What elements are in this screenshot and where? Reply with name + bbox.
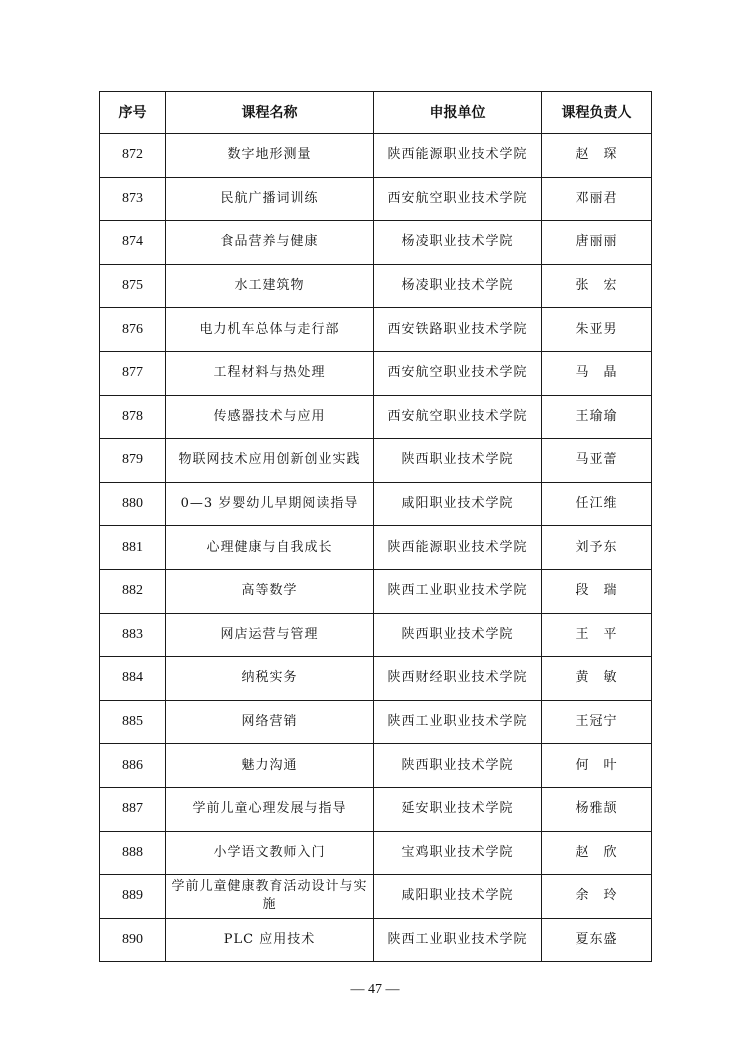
cell-number: 879 [100, 439, 166, 483]
table-row [100, 482, 652, 526]
cell-course-name: 电力机车总体与走行部 [166, 308, 374, 352]
cell-applicant-unit: 西安铁路职业技术学院 [374, 308, 542, 352]
cell-applicant-unit: 西安航空职业技术学院 [374, 395, 542, 439]
cell-number: 877 [100, 351, 166, 395]
table-row [100, 744, 652, 788]
cell-course-lead: 任江维 [542, 482, 652, 526]
cell-course-lead: 余 玲 [542, 875, 652, 919]
cell-course-lead: 赵 欣 [542, 831, 652, 875]
cell-applicant-unit: 陕西工业职业技术学院 [374, 700, 542, 744]
cell-applicant-unit: 西安航空职业技术学院 [374, 351, 542, 395]
cell-course-lead: 张 宏 [542, 264, 652, 308]
table-row [100, 831, 652, 875]
cell-number: 875 [100, 264, 166, 308]
table-row [100, 613, 652, 657]
table-row [100, 787, 652, 831]
cell-course-name: PLC 应用技术 [166, 918, 374, 962]
cell-number: 880 [100, 482, 166, 526]
cell-number: 885 [100, 700, 166, 744]
table-row [100, 351, 652, 395]
cell-applicant-unit: 陕西工业职业技术学院 [374, 918, 542, 962]
cell-course-name: 学前儿童心理发展与指导 [166, 787, 374, 831]
cell-course-name: 纳税实务 [166, 657, 374, 701]
cell-course-lead: 王瑜瑜 [542, 395, 652, 439]
cell-course-lead: 黄 敏 [542, 657, 652, 701]
table-row [100, 177, 652, 221]
cell-applicant-unit: 陕西职业技术学院 [374, 439, 542, 483]
cell-course-name: 水工建筑物 [166, 264, 374, 308]
cell-number: 881 [100, 526, 166, 570]
cell-course-lead: 赵 琛 [542, 134, 652, 178]
cell-course-name: 心理健康与自我成长 [166, 526, 374, 570]
table-row [100, 700, 652, 744]
cell-course-name: 食品营养与健康 [166, 221, 374, 265]
cell-applicant-unit: 陕西工业职业技术学院 [374, 569, 542, 613]
cell-applicant-unit: 陕西能源职业技术学院 [374, 134, 542, 178]
header-applicant-unit: 申报单位 [374, 92, 542, 134]
table-row [100, 918, 652, 962]
cell-course-name: 学前儿童健康教育活动设计与实施 [166, 875, 374, 919]
course-table [99, 91, 652, 962]
cell-course-lead: 马亚蕾 [542, 439, 652, 483]
cell-course-lead: 段 瑞 [542, 569, 652, 613]
cell-course-lead: 唐丽丽 [542, 221, 652, 265]
cell-number: 876 [100, 308, 166, 352]
cell-number: 890 [100, 918, 166, 962]
cell-course-lead: 马 晶 [542, 351, 652, 395]
table-row [100, 569, 652, 613]
header-course-lead: 课程负责人 [542, 92, 652, 134]
cell-course-lead: 朱亚男 [542, 308, 652, 352]
cell-applicant-unit: 宝鸡职业技术学院 [374, 831, 542, 875]
cell-course-lead: 刘予东 [542, 526, 652, 570]
cell-applicant-unit: 陕西能源职业技术学院 [374, 526, 542, 570]
header-course-name: 课程名称 [166, 92, 374, 134]
cell-applicant-unit: 延安职业技术学院 [374, 787, 542, 831]
cell-course-lead: 夏东盛 [542, 918, 652, 962]
table-row [100, 134, 652, 178]
cell-applicant-unit: 杨凌职业技术学院 [374, 264, 542, 308]
cell-course-name: 传感器技术与应用 [166, 395, 374, 439]
cell-number: 882 [100, 569, 166, 613]
cell-applicant-unit: 咸阳职业技术学院 [374, 482, 542, 526]
cell-applicant-unit: 陕西职业技术学院 [374, 613, 542, 657]
page-number: — 47 — [350, 982, 400, 997]
cell-course-name: 0—3 岁婴幼儿早期阅读指导 [166, 482, 374, 526]
table-header-row [100, 92, 652, 134]
cell-course-name: 网络营销 [166, 700, 374, 744]
cell-number: 886 [100, 744, 166, 788]
cell-course-name: 网店运营与管理 [166, 613, 374, 657]
cell-course-name: 民航广播词训练 [166, 177, 374, 221]
cell-course-name: 小学语文教师入门 [166, 831, 374, 875]
table-row [100, 526, 652, 570]
table-row [100, 264, 652, 308]
cell-course-name: 高等数学 [166, 569, 374, 613]
cell-number: 889 [100, 875, 166, 919]
header-number: 序号 [100, 92, 166, 134]
table-body [100, 134, 652, 962]
cell-number: 888 [100, 831, 166, 875]
table-row [100, 221, 652, 265]
table-row [100, 308, 652, 352]
table-row [100, 657, 652, 701]
table-row [100, 395, 652, 439]
cell-number: 887 [100, 787, 166, 831]
cell-course-name: 魅力沟通 [166, 744, 374, 788]
cell-course-lead: 何 叶 [542, 744, 652, 788]
cell-course-lead: 邓丽君 [542, 177, 652, 221]
cell-number: 884 [100, 657, 166, 701]
table-row [100, 875, 652, 919]
cell-number: 883 [100, 613, 166, 657]
cell-applicant-unit: 陕西职业技术学院 [374, 744, 542, 788]
cell-number: 878 [100, 395, 166, 439]
cell-number: 874 [100, 221, 166, 265]
cell-applicant-unit: 西安航空职业技术学院 [374, 177, 542, 221]
cell-applicant-unit: 陕西财经职业技术学院 [374, 657, 542, 701]
cell-course-name: 物联网技术应用创新创业实践 [166, 439, 374, 483]
cell-course-name: 工程材料与热处理 [166, 351, 374, 395]
cell-number: 873 [100, 177, 166, 221]
cell-applicant-unit: 咸阳职业技术学院 [374, 875, 542, 919]
cell-course-name: 数字地形测量 [166, 134, 374, 178]
cell-course-lead: 杨雅颉 [542, 787, 652, 831]
cell-number: 872 [100, 134, 166, 178]
table-row [100, 439, 652, 483]
cell-applicant-unit: 杨凌职业技术学院 [374, 221, 542, 265]
cell-course-lead: 王冠宁 [542, 700, 652, 744]
cell-course-lead: 王 平 [542, 613, 652, 657]
